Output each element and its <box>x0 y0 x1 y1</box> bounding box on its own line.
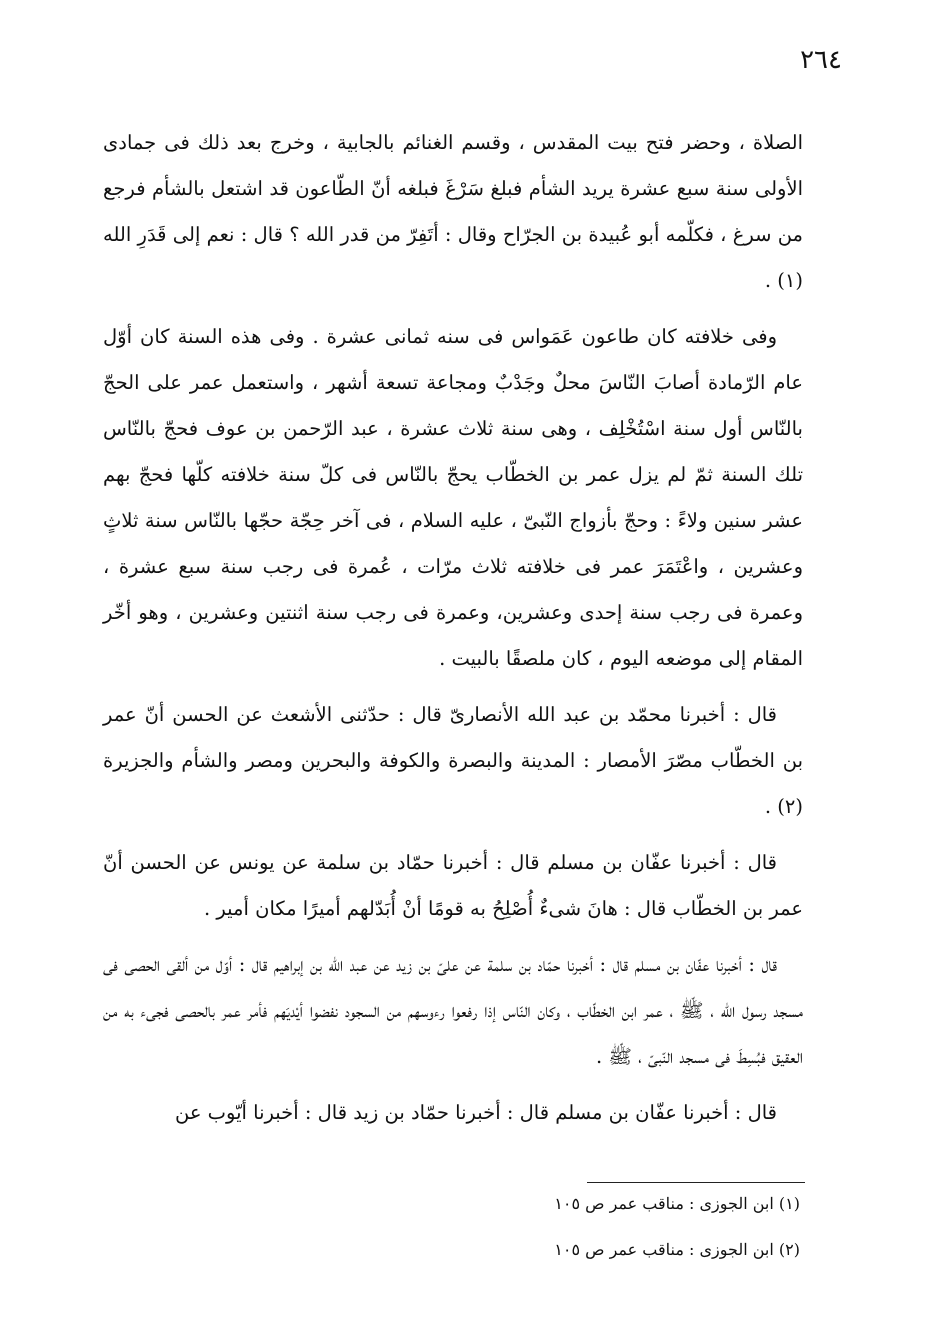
paragraph-5: قال : أخبرنا عفّان بن مسلم قال : أخبرنا حمّاد بن سلمة عن علىّ بن زيد عن عبد الله بن إبراهيم قال : أوّل من ألقى الحصى فى مسجد رسول الله ، ﷺ ، عمر ابن الخطّاب ، وكان النّاس إذا رفعوا رءوسهم من السجود نفضوا أيْديَهم فأمر عمر بالحصى فجىء به من العقيق فبُسِطَ فى مسجد النّبىّ ، ﷺ . <box>103 953 803 1068</box>
paragraph-4: قال : أخبرنا عفّان بن مسلم قال : أخبرنا حمّاد بن سلمة عن يونس عن الحسن أنّ عمر بن الخطّاب قال : هانَ شىءٌ أُصْلِحُ به قومًا أنْ أُبَدّلهم أميرًا مكان أمير . <box>103 851 803 920</box>
main-text <box>103 120 803 1146</box>
footnote-1: (١) ابن الجوزى : مناقب عمر ص ١٠٥ <box>554 1194 800 1213</box>
paragraph-3: قال : أخبرنا محمّد بن عبد الله الأنصارىّ قال : حدّثنى الأشعث عن الحسن أنّ عمر بن الخطّاب مصّرَ الأمصار : المدينة والبصرة والكوفة والبحرين ومصر والشأم والجزيرة (٢) . <box>103 703 803 818</box>
footnotes <box>320 1192 800 1284</box>
paragraph-2: وفى خلافته كان طاعون عَمَواس فى سنه ثمانى عشرة . وفى هذه السنة كان أوّل عام الرّمادة أصابَ النّاسَ محلٌ وجَدْبٌ ومجاعة تسعة أشهر ، واستعمل عمر على الحجّ بالنّاس أول سنة اسْتُخْلِف ، وهى سنة ثلاث عشرة ، عبد الرّحمن بن عوف فحجّ بالنّاس تلك السنة ثمّ لم يزل عمر بن الخطّاب يحجّ بالنّاس فى كلّ سنة خلافته كلّها فحجّ بهم عشر سنين ولاءً : وحجّ بأزواج النّبىّ ، عليه السلام ، فى آخر حِجّة حجّها بالنّاس سنة ثلاثٍ وعشرين ، واعْتَمَرَ عمر فى خلافته ثلاث مرّات ، عُمرة فى رجب سنة سبع عشرة ، وعمرة فى رجب سنة إحدى وعشرين، وعمرة فى رجب سنة اثنتين وعشرين ، وهو أخّر المقام إلى موضعه اليوم ، كان ملصقًا بالبيت . <box>103 325 803 670</box>
footnote-2: (٢) ابن الجوزى : مناقب عمر ص ١٠٥ <box>554 1240 800 1259</box>
paragraph-6: قال : أخبرنا عفّان بن مسلم قال : أخبرنا حمّاد بن زيد قال : أخبرنا أيّوب عن <box>175 1101 777 1124</box>
page-number: ٢٦٤ <box>800 45 842 75</box>
footnote-separator <box>587 1182 805 1183</box>
paragraph-1: الصلاة ، وحضر فتح بيت المقدس ، وقسم الغنائم بالجابية ، وخرج بعد ذلك فى جمادى الأولى سنة سبع عشرة يريد الشأم فبلغ سَرْغَ فبلغه أنّ الطّاعون قد اشتعل بالشأم فرجع من سرغ ، فكلّمه أبو عُبيدة بن الجرّاح وقال : أتَفِرّ من قدر الله ؟ قال : نعم إلى قَدَرِ الله (١) . <box>103 131 803 292</box>
